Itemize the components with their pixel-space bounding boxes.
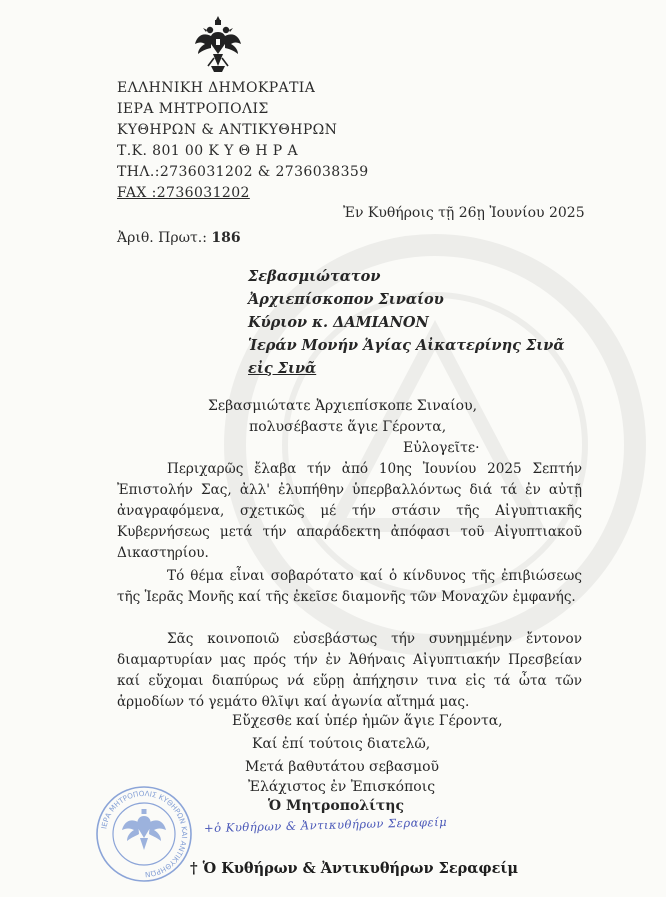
protocol-value: 186 (211, 230, 241, 246)
closing-line-3: Μετά βαθυτάτου σεβασμοῦ (245, 759, 440, 775)
recipient-line-3: Κύριον κ. ΔΑΜΙΑΝΟΝ (248, 314, 429, 331)
double-headed-eagle-icon (193, 14, 243, 78)
closing-line-4: Ἐλάχιστος ἐν Ἐπισκόποις (248, 779, 436, 795)
closing-line-1: Εὔχεσθε καί ὑπέρ ἡμῶν ἅγιε Γέροντα, (232, 713, 503, 729)
signatory-title: Ὁ Μητροπολίτης (268, 798, 405, 814)
header-phone: ΤΗΛ.:2736031202 & 2736038359 (117, 164, 369, 180)
header-fax: FAX :2736031202 (117, 185, 250, 201)
header-metropolis: ΙΕΡΑ ΜΗΤΡΟΠΟΛΙΣ (117, 101, 269, 117)
recipient-line-1: Σεβασμιώτατον (248, 268, 381, 285)
salutation-line-3: Εὐλογεῖτε· (403, 440, 480, 456)
header-region: ΚΥΘΗΡΩΝ & ΑΝΤΙΚΥΘΗΡΩΝ (117, 122, 338, 138)
stamp-ring-text: ΙΕΡΑ ΜΗΤΡΟΠΟΛΙΣ ΚΥΘΗΡΩΝ ΚΑΙ ΑΝΤΙΚΥΘΗΡΩΝ (99, 788, 190, 880)
protocol-label: Ἀριθ. Πρωτ.: (117, 230, 207, 246)
salutation-line-2: πολυσέβαστε ἅγιε Γέροντα, (249, 419, 447, 435)
signer-name: † Ὁ Κυθήρων & Ἀντικυθήρων Σεραφείμ (190, 860, 519, 877)
salutation-line-1: Σεβασμιώτατε Ἀρχιεπίσκοπε Σιναίου, (208, 398, 478, 414)
recipient-line-4: Ἱεράν Μονήν Ἁγίας Αἰκατερίνης Σινᾶ (248, 337, 565, 354)
header-country: ΕΛΛΗΝΙΚΗ ΔΗΜΟΚΡΑΤΙΑ (117, 80, 316, 96)
recipient-line-5: εἰς Σινᾶ (248, 360, 317, 377)
protocol-number (117, 230, 241, 246)
metropolis-stamp-icon (94, 784, 194, 884)
handwritten-signature: +ὁ Κυθήρων & Ἀντικυθήρων Σεραφείμ (203, 814, 448, 836)
recipient-line-2: Ἀρχιεπίσκοπον Σιναίου (248, 291, 444, 308)
header-postcode: Τ.Κ. 801 00 Κ Υ Θ Η Ρ Α (117, 143, 298, 159)
closing-line-2: Καί ἐπί τούτοις διατελῶ, (252, 736, 431, 752)
body-paragraph-3: Σᾶς κοινοποιῶ εὐσεβάστως τήν συνημμένην ἔντονον διαμαρτυρίαν μας πρός τήν ἐν Ἀθήναις Αἰγυπτιακήν Πρεσβείαν καί εὔχομαι διαπύρως νά εὕρῃ ἀπήχησιν τινα εἰς τά ὦτα τῶν ἁρμοδίων τό γεμάτο θλῖψι καί ἀγωνία αἴτημά μας. (117, 631, 582, 710)
body-paragraph-2: Τό θέμα εἶναι σοβαρότατο καί ὁ κίνδυνος τῆς ἐπιβιώσεως τῆς Ἱερᾶς Μονῆς καί τῆς ἐκεῖσε διαμονῆς τῶν Μοναχῶν ἐμφανής. (117, 568, 582, 605)
letter-date: Ἐν Κυθήροις τῇ 26ῃ Ἰουνίου 2025 (343, 205, 585, 221)
body-paragraph-1: Περιχαρῶς ἔλαβα τήν ἀπό 10ης Ἰουνίου 2025 Σεπτήν Ἐπιστολήν Σας, ἀλλ' ἐλυπήθην ὑπερβαλλόντως διά τά ἐν αὐτῇ ἀναγραφόμενα, σχετικῶς μέ τήν στάσιν τῆς Αἰγυπτιακῆς Κυβερνήσεως μετά τήν απαράδεκτη ἀπόφασι τοῦ Αἰγυπτιακοῦ Δικαστηρίου. (117, 461, 582, 561)
